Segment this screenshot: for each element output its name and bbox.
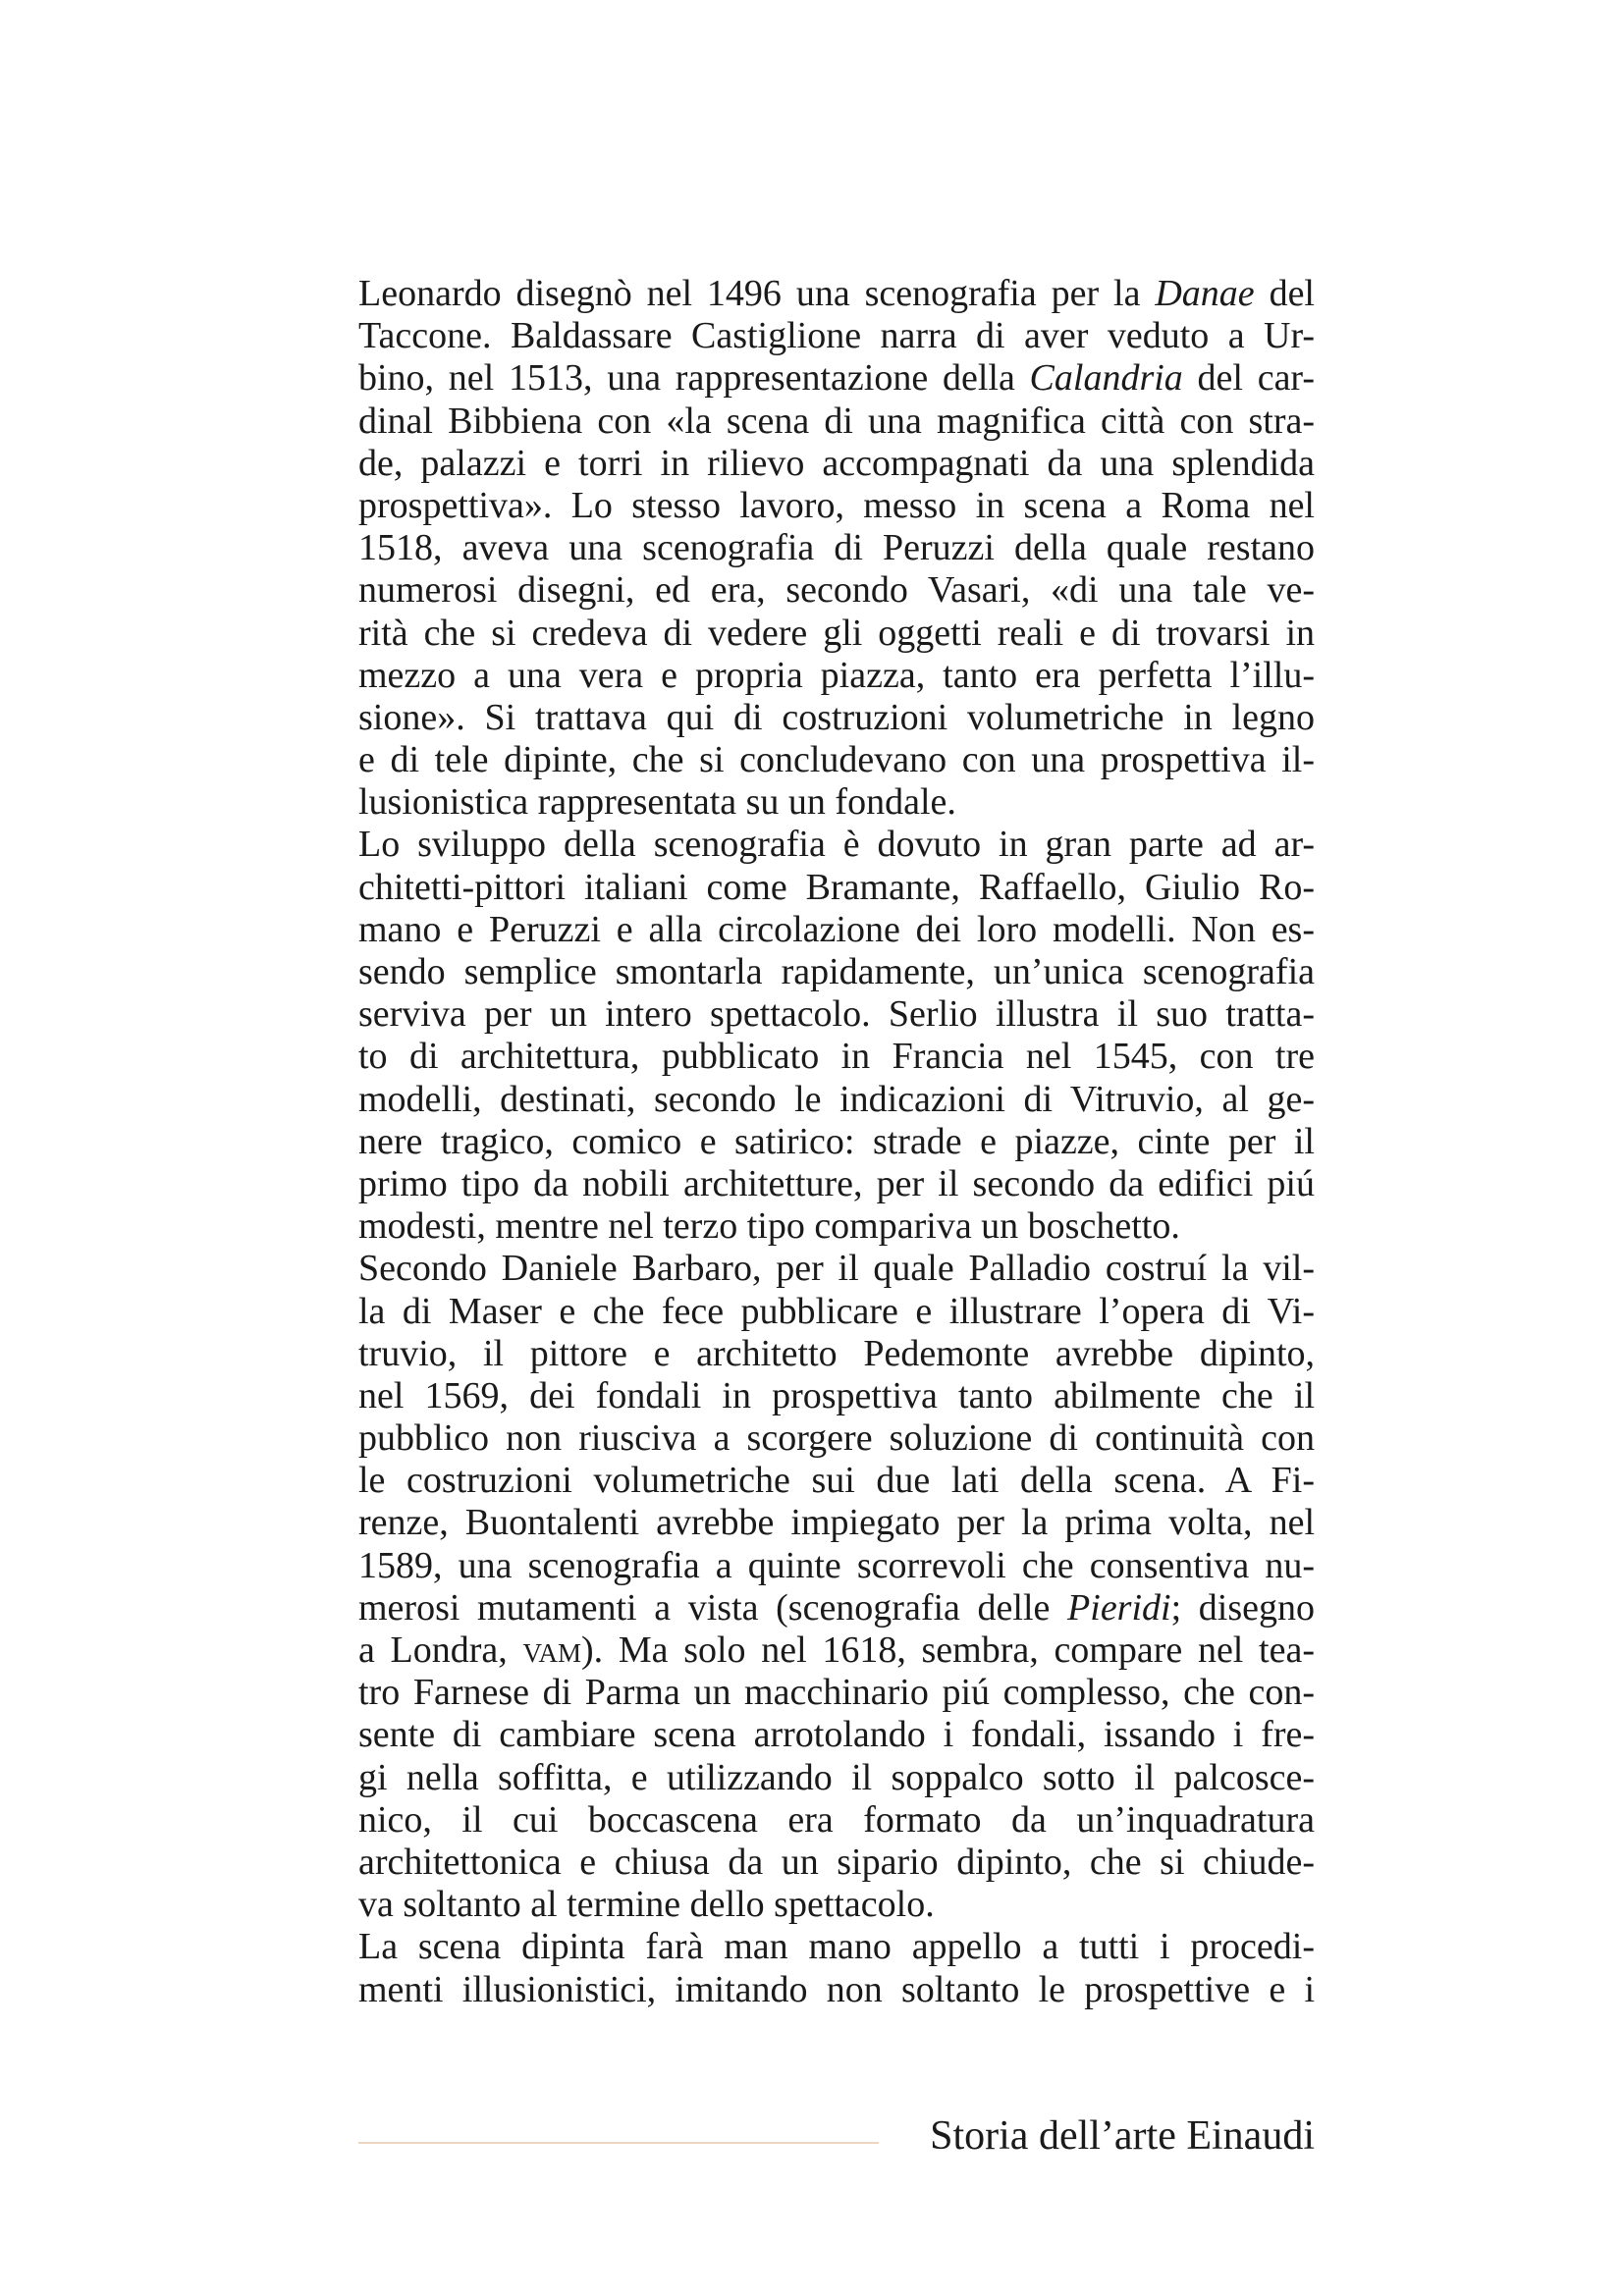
text-run: chitetti-pittori italiani come Bramante, Raffaello, Giulio Ro- [358,866,1315,908]
text-run: lusionistica rappresentata su un fondale. [358,781,956,824]
text-line [358,485,1315,527]
text-line [358,613,1315,655]
text-run: sendo semplice smontarla rapidamente, un’unica scenografia [358,951,1315,992]
text-run: renze, Buontalenti avrebbe impiegato per la prima volta, nel [358,1502,1315,1544]
text-run: modesti, mentre nel terzo tipo compariva un boschetto. [358,1205,1180,1248]
text-line [358,867,1315,909]
text-run: prospettiva». Lo stesso lavoro, messo in scena a Roma nel [358,484,1315,526]
text-line [358,400,1315,443]
text-run: to di architettura, pubblicato in Francia nel 1545, con tre [358,1036,1315,1078]
text-run: bino, nel 1513, una rappresentazione della [358,357,1030,400]
text-line [358,824,1315,866]
text-line [358,527,1315,569]
text-line [358,1205,1315,1248]
text-run: truvio, il pittore e architetto Pedemonte avrebbe dipinto, [358,1332,1315,1374]
text-run: le costruzioni volumetriche sui due lati della scena. A Fi- [358,1460,1315,1502]
footer-title: Storia dell’arte Einaudi [930,2113,1315,2159]
text-run: modelli, destinati, secondo le indicazioni di Vitruvio, al ge- [358,1078,1315,1120]
text-line [358,781,1315,824]
italic-title: Calandria [1029,357,1183,400]
text-line [358,1375,1315,1417]
text-line [358,1969,1315,2011]
body-text [358,273,1315,2011]
text-line [358,1757,1315,1799]
text-line [358,1672,1315,1714]
text-run: ; disegno [1170,1586,1316,1629]
text-line [358,655,1315,697]
text-run: primo tipo da nobili architetture, per il secondo da edifici piú [358,1162,1315,1204]
text-run: la di Maser e che fece pubblicare e illustrare l’opera di Vi- [358,1290,1315,1332]
text-run: dinal Bibbiena con «la scena di una magnifica città con stra- [358,400,1315,442]
text-run: Leonardo disegnò nel 1496 una scenografia per la [358,273,1156,314]
text-run: Lo sviluppo della scenografia è dovuto in gran parte ad ar- [358,824,1315,866]
text-run: nel 1569, dei fondali in prospettiva tanto abilmente che il [358,1374,1315,1416]
text-line [358,443,1315,485]
text-line [358,315,1315,357]
text-line [358,1417,1315,1460]
text-line [358,1629,1315,1672]
footer-rule [358,2142,879,2144]
text-run: 1518, aveva una scenografia di Peruzzi della quale restano [358,527,1315,569]
text-line [358,1248,1315,1290]
text-run: architettonica e chiusa da un sipario dipinto, che si chiude- [358,1841,1315,1883]
text-run: nico, il cui boccascena era formato da un’inquadratura [358,1798,1315,1841]
italic-title: Pieridi [1067,1586,1171,1629]
text-run: nere tragico, comico e satirico: strade e piazze, cinte per il [358,1120,1315,1162]
text-line [358,1502,1315,1544]
text-run: e di tele dipinte, che si concludevano con una prospettiva il- [358,739,1315,781]
text-run: tro Farnese di Parma un macchinario piú complesso, che con- [358,1672,1315,1714]
text-run: mano e Peruzzi e alla circolazione dei loro modelli. Non es- [358,908,1315,950]
text-line [358,1291,1315,1333]
text-run: 1589, una scenografia a quinte scorrevoli che consentiva nu- [358,1544,1315,1586]
text-line [358,1884,1315,1926]
text-run: ). Ma solo nel 1618, sembra, compare nel tea- [581,1629,1315,1671]
text-line [358,357,1315,400]
text-line [358,1587,1315,1629]
text-line [358,1926,1315,1968]
text-line [358,1714,1315,1756]
text-run: a Londra, [358,1629,523,1671]
text-run: va soltanto al termine dello spettacolo. [358,1884,935,1926]
text-line [358,993,1315,1036]
text-run: pubblico non riusciva a scorgere soluzione di continuità con [358,1417,1315,1460]
text-line [358,1036,1315,1078]
text-line [358,1163,1315,1205]
text-run: gi nella soffitta, e utilizzando il soppalco sotto il palcosce- [358,1756,1315,1798]
text-run: Secondo Daniele Barbaro, per il quale Palladio costruí la vil- [358,1248,1315,1290]
text-run: del [1254,273,1315,314]
text-run: menti illusionistici, imitando non soltanto le prospettive e i [358,1968,1315,2010]
text-run: serviva per un intero spettacolo. Serlio illustra il suo tratta- [358,993,1315,1036]
text-run: Taccone. Baldassare Castiglione narra di aver veduto a Ur- [358,315,1315,357]
text-line [358,569,1315,612]
text-run: sente di cambiare scena arrotolando i fondali, issando i fre- [358,1714,1315,1756]
text-run: del car- [1182,357,1315,400]
text-line [358,273,1315,315]
text-run: de, palazzi e torri in rilievo accompagnati da una splendida [358,442,1315,484]
text-line [358,951,1315,993]
text-line [358,1799,1315,1842]
text-run: merosi mutamenti a vista (scenografia delle [358,1586,1068,1629]
text-line [358,909,1315,951]
small-caps-abbr: vam [522,1629,582,1671]
text-line [358,1333,1315,1375]
text-run: rità che si credeva di vedere gli oggetti reali e di trovarsi in [358,612,1315,654]
text-run: numerosi disegni, ed era, secondo Vasari, «di una tale ve- [358,569,1315,612]
text-line [358,1545,1315,1587]
text-run: sione». Si trattava qui di costruzioni volumetriche in legno [358,696,1315,738]
text-line [358,697,1315,739]
text-line [358,1079,1315,1121]
text-line [358,1842,1315,1884]
italic-title: Danae [1155,273,1255,314]
text-line [358,1121,1315,1163]
text-line [358,739,1315,781]
text-run: mezzo a una vera e propria piazza, tanto era perfetta l’illu- [358,654,1315,696]
text-run: La scena dipinta farà man mano appello a tutti i procedi- [358,1926,1315,1968]
text-line [358,1460,1315,1502]
